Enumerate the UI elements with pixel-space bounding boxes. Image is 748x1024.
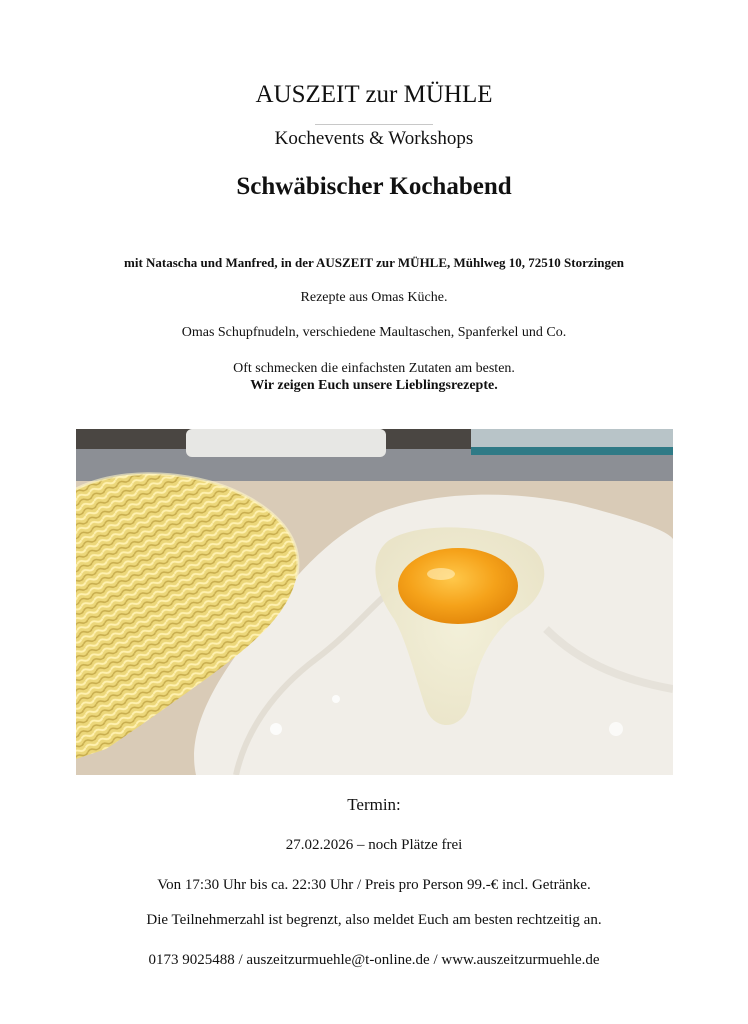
termin-label: Termin: xyxy=(347,795,401,814)
recipes-line: Rezepte aus Omas Küche. xyxy=(300,290,448,305)
hosts-line: mit Natascha und Manfred, in der AUSZEIT zur MÜHLE, Mühlweg 10, 72510 Storzingen xyxy=(124,255,624,270)
brand-divider xyxy=(315,124,433,125)
dishes-line: Omas Schupfnudeln, verschiedene Maultaschen, Spanferkel und Co. xyxy=(181,325,567,340)
termin-time-price: Von 17:30 Uhr bis ca. 22:30 Uhr / Preis pro Person 99.-€ incl. Getränke. xyxy=(157,877,591,893)
egg-yolk xyxy=(398,548,518,624)
tagline-bold-line: Wir zeigen Euch unsere Lieblingsrezepte. xyxy=(250,378,498,393)
tagline-line: Oft schmecken die einfachsten Zutaten am besten. xyxy=(233,361,515,376)
appliance-left xyxy=(186,429,386,457)
food-photo xyxy=(76,429,673,775)
event-title: Schwäbischer Kochabend xyxy=(236,173,512,200)
contact-line: 0173 9025488 / auszeitzurmuehle@t-online.de / www.auszeitzurmuehle.de xyxy=(148,952,600,968)
brand-title: AUSZEIT zur MÜHLE xyxy=(255,81,493,108)
brand-subtitle: Kochevents & Workshops xyxy=(274,128,474,149)
termin-date: 27.02.2026 – noch Plätze frei xyxy=(285,837,463,853)
participant-note: Die Teilnehmerzahl ist begrenzt, also meldet Euch am besten rechtzeitig an. xyxy=(146,912,602,928)
